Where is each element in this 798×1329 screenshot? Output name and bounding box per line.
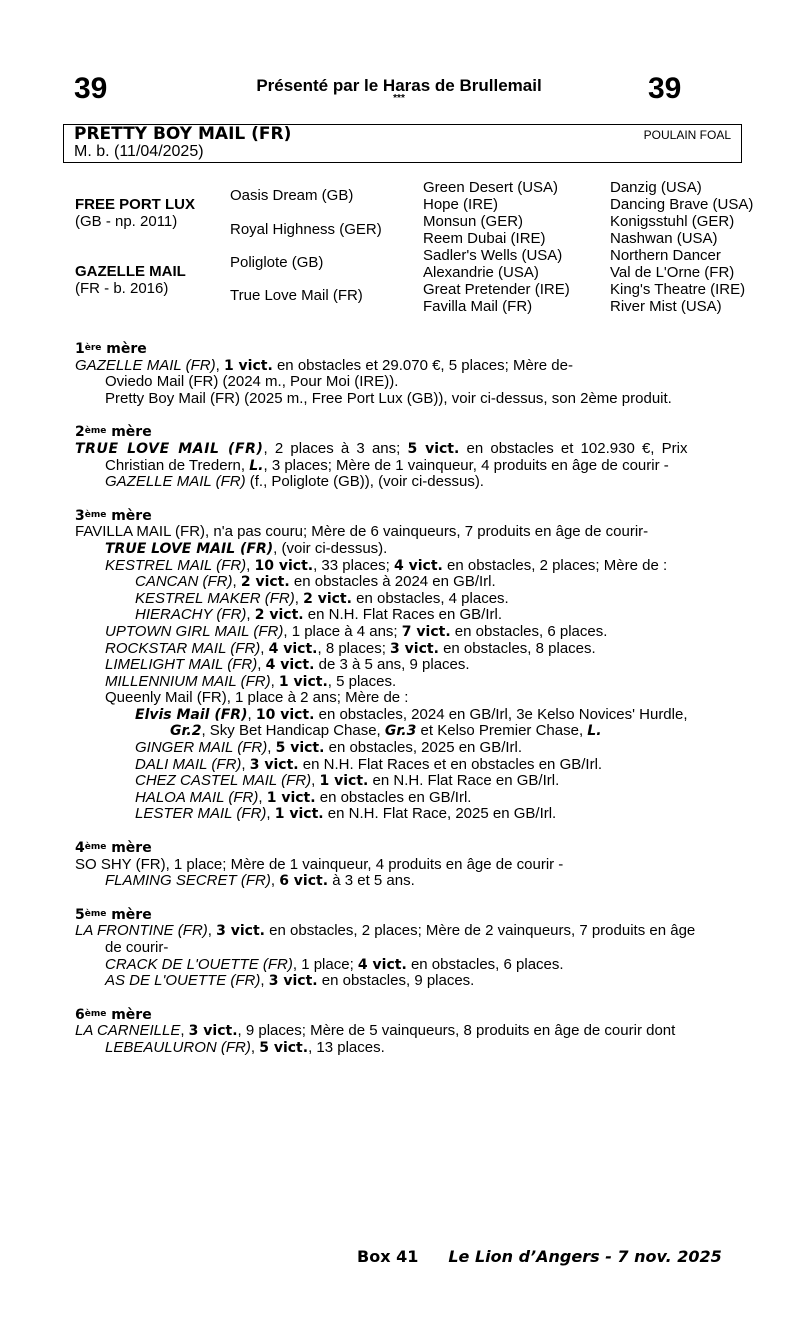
horse-ref: CHEZ CASTEL MAIL (FR) xyxy=(135,772,312,790)
horse-ref: LA FRONTINE (FR) xyxy=(75,922,208,940)
text: , Sky Bet Handicap Chase, xyxy=(201,722,385,740)
venue-date: Le Lion d’Angers - 7 nov. 2025 xyxy=(448,1247,722,1266)
pedigree-gen4-item: River Mist (USA) xyxy=(610,298,722,315)
text: , xyxy=(207,922,217,940)
section-num: 1 xyxy=(75,341,85,357)
lot-number-left: 39 xyxy=(74,72,108,105)
text-line xyxy=(75,624,735,641)
section-sup: ère xyxy=(84,343,102,353)
text: , xyxy=(257,656,266,674)
text-line xyxy=(75,674,735,691)
section-sup: ème xyxy=(84,842,107,853)
text: , (voir ci-dessus). xyxy=(273,539,388,557)
text-line xyxy=(75,1023,735,1040)
horse-ref-black-type: TRUE LOVE MAIL (FR) xyxy=(75,440,264,457)
wins: 2 vict. xyxy=(303,590,352,607)
horse-ref: CRACK DE L'OUETTE (FR) xyxy=(105,955,293,973)
wins: 10 vict. xyxy=(254,557,314,574)
horse-ref: HIERACHY (FR) xyxy=(135,606,247,624)
horse-category: POULAIN FOAL xyxy=(643,128,731,142)
pedigree-gen3-item: Reem Dubai (IRE) xyxy=(423,230,546,247)
section-sup: ème xyxy=(84,908,107,919)
pedigree-gen3-item: Green Desert (USA) xyxy=(423,179,559,196)
pedigree-gen3-item: Hope (IRE) xyxy=(423,196,499,213)
pedigree-dam xyxy=(75,263,186,297)
horse-ref-black-type: TRUE LOVE MAIL (FR) xyxy=(105,540,274,557)
text-line xyxy=(75,441,735,458)
horse-ref: FLAMING SECRET (FR) xyxy=(105,872,271,890)
text: , 1 place à 4 ans; xyxy=(283,622,402,640)
text-line: Queenly Mail (FR), 1 place à 2 ans; Mère de : xyxy=(105,689,409,707)
section-word: mère xyxy=(111,840,152,857)
section-sup: ème xyxy=(84,426,107,437)
text: et Kelso Premier Chase, xyxy=(416,722,588,740)
text-line: Oviedo Mail (FR) (2024 m., Pour Moi (IRE)). xyxy=(105,373,399,391)
wins: 1 vict. xyxy=(274,806,324,823)
text-line xyxy=(75,790,735,807)
horse-ref: DALI MAIL (FR) xyxy=(135,755,242,773)
wins: 5 vict. xyxy=(275,740,325,757)
text: , 2 places à 3 ans; xyxy=(263,439,408,457)
text: , xyxy=(258,788,267,806)
section-title xyxy=(75,906,735,924)
text: (f., Poliglote (GB)), (voir ci-dessus). xyxy=(245,473,484,491)
text-line xyxy=(75,358,735,375)
race-grade: Gr.2 xyxy=(170,723,202,740)
text: , xyxy=(311,772,320,790)
horse-ref: GINGER MAIL (FR) xyxy=(135,739,268,757)
text-line xyxy=(75,806,735,823)
wins: 3 vict. xyxy=(249,756,299,773)
horse-ref: GAZELLE MAIL (FR) xyxy=(75,356,216,374)
horse-subtitle: M. b. (11/04/2025) xyxy=(74,143,204,160)
text: Christian de Tredern, xyxy=(105,456,250,474)
wins: 4 vict. xyxy=(393,557,443,574)
text: , 1 place; xyxy=(292,955,358,973)
section-word: mère xyxy=(111,507,152,524)
text: en obstacles et 102.930 €, Prix xyxy=(459,439,688,457)
section-2nd-dam xyxy=(75,423,735,490)
pedigree-gen2-item: True Love Mail (FR) xyxy=(230,287,363,304)
text: , xyxy=(246,556,255,574)
pedigree-gen3-item: Alexandrie (USA) xyxy=(423,264,539,281)
text: , xyxy=(270,672,279,690)
dam-line-content xyxy=(75,340,735,1073)
section-word: mère xyxy=(106,341,147,357)
text-line xyxy=(75,957,735,974)
text-line xyxy=(75,1040,735,1057)
text-line xyxy=(75,541,735,558)
text: en obstacles en GB/Irl. xyxy=(315,788,472,806)
text-line xyxy=(75,973,735,990)
text: de 3 à 5 ans, 9 places. xyxy=(314,656,470,674)
dam-name: GAZELLE MAIL xyxy=(75,263,186,280)
wins: 7 vict. xyxy=(401,623,451,640)
text: en obstacles, 8 places. xyxy=(438,639,596,657)
horse-ref: UPTOWN GIRL MAIL (FR) xyxy=(105,622,284,640)
section-num: 2 xyxy=(75,424,85,441)
section-word: mère xyxy=(111,424,152,441)
pedigree-gen4-column xyxy=(610,179,753,315)
text-line xyxy=(75,873,735,890)
text: , xyxy=(180,1022,189,1040)
text: , xyxy=(215,356,224,374)
text: en N.H. Flat Races et en obstacles en GB/Irl. xyxy=(298,755,603,773)
section-num: 3 xyxy=(75,507,85,524)
text: , 33 places; xyxy=(313,556,394,574)
section-4th-dam xyxy=(75,839,735,890)
wins: 5 vict. xyxy=(407,440,460,457)
pedigree-gen2-item: Poliglote (GB) xyxy=(230,254,324,271)
pedigree-gen4-item: Val de L'Orne (FR) xyxy=(610,264,735,281)
wins: 2 vict. xyxy=(254,607,304,624)
section-title xyxy=(75,423,735,441)
section-6th-dam xyxy=(75,1006,735,1057)
horse-ref: LESTER MAIL (FR) xyxy=(135,805,267,823)
text: en obstacles, 4 places. xyxy=(351,589,509,607)
text-line xyxy=(75,707,735,724)
text-line xyxy=(75,740,735,757)
wins: 1 vict. xyxy=(266,789,316,806)
text-line xyxy=(75,591,735,608)
text-line xyxy=(75,558,735,575)
text-line xyxy=(75,574,735,591)
wins: 1 vict. xyxy=(223,357,273,374)
text: , xyxy=(247,705,256,723)
pedigree-gen3-item: Sadler's Wells (USA) xyxy=(423,247,563,264)
pedigree-gen3-item: Monsun (GER) xyxy=(423,213,524,230)
text-line: FAVILLA MAIL (FR), n'a pas couru; Mère de 6 vainqueurs, 7 produits en âge de courir- xyxy=(75,523,649,541)
section-sup: ème xyxy=(84,1008,107,1019)
text: en obstacles, 9 places. xyxy=(317,972,475,990)
section-num: 5 xyxy=(75,906,85,923)
horse-ref: KESTREL MAIL (FR) xyxy=(105,556,247,574)
stars-separator: *** xyxy=(393,93,405,104)
text-line xyxy=(75,607,735,624)
text: en obstacles, 6 places. xyxy=(406,955,564,973)
wins: 2 vict. xyxy=(240,574,290,591)
wins: 6 vict. xyxy=(279,873,329,890)
section-word: mère xyxy=(111,906,152,923)
pedigree-gen4-item: Nashwan (USA) xyxy=(610,230,718,247)
horse-ref: LIMELIGHT MAIL (FR) xyxy=(105,656,258,674)
text: , xyxy=(267,739,276,757)
text-line xyxy=(75,723,735,740)
text: , xyxy=(232,573,241,591)
horse-name: PRETTY BOY MAIL (FR) xyxy=(74,124,292,144)
text-line xyxy=(75,474,735,491)
text: en obstacles, 2025 en GB/Irl. xyxy=(324,739,523,757)
horse-ref: CANCAN (FR) xyxy=(135,573,233,591)
text: à 3 et 5 ans. xyxy=(328,872,415,890)
text: en obstacles, 2 places; Mère de : xyxy=(442,556,668,574)
box-number: Box 41 xyxy=(357,1247,419,1266)
text: , xyxy=(241,755,250,773)
pedigree-gen2-item: Oasis Dream (GB) xyxy=(230,187,354,204)
text: , xyxy=(294,589,304,607)
wins: 3 vict. xyxy=(188,1023,238,1040)
horse-ref: ROCKSTAR MAIL (FR) xyxy=(105,639,261,657)
wins: 1 vict. xyxy=(319,773,369,790)
pedigree-gen4-item: King's Theatre (IRE) xyxy=(610,281,746,298)
text: , xyxy=(250,1038,260,1056)
horse-ref: HALOA MAIL (FR) xyxy=(135,788,259,806)
pedigree-gen3-item: Favilla Mail (FR) xyxy=(423,298,533,315)
wins: 3 vict. xyxy=(268,973,318,990)
wins: 4 vict. xyxy=(268,640,318,657)
section-word: mère xyxy=(111,1006,152,1023)
text-line: de courir- xyxy=(105,939,169,956)
pedigree-gen2-item: Royal Highness (GER) xyxy=(230,221,382,238)
presenter-title: Présenté par le Haras de Brullemail xyxy=(256,76,542,95)
text-line xyxy=(75,923,735,940)
page-footer xyxy=(357,1247,722,1266)
text: , xyxy=(270,872,280,890)
horse-ref: KESTREL MAKER (FR) xyxy=(135,589,295,607)
section-title xyxy=(75,839,735,857)
text: , xyxy=(260,972,269,990)
horse-ref: MILLENNIUM MAIL (FR) xyxy=(105,672,271,690)
text-line: SO SHY (FR), 1 place; Mère de 1 vainqueur, 4 produits en âge de courir - xyxy=(75,855,564,873)
race-grade: L. xyxy=(587,723,602,740)
pedigree-gen3-column xyxy=(423,179,570,315)
pedigree-gen4-item: Northern Dancer xyxy=(610,247,721,264)
lot-number-right: 39 xyxy=(648,72,682,105)
wins: 10 vict. xyxy=(255,706,315,723)
section-title xyxy=(75,1006,735,1024)
section-3rd-dam xyxy=(75,507,735,823)
text: , 5 places. xyxy=(327,672,397,690)
text: en N.H. Flat Race, 2025 en GB/Irl. xyxy=(323,805,557,823)
wins: 5 vict. xyxy=(259,1039,309,1056)
pedigree-gen3-item: Great Pretender (IRE) xyxy=(423,281,570,298)
sire-name: FREE PORT LUX xyxy=(75,196,196,213)
text: en obstacles à 2024 en GB/Irl. xyxy=(289,573,496,591)
text-line xyxy=(75,458,735,475)
text: , xyxy=(266,805,275,823)
wins: 3 vict. xyxy=(390,640,439,657)
text: , xyxy=(246,606,255,624)
pedigree-sire xyxy=(75,196,195,230)
horse-title-box xyxy=(63,124,742,163)
section-title xyxy=(75,340,735,358)
text: , xyxy=(260,639,269,657)
text: , 13 places. xyxy=(308,1038,385,1056)
section-sup: ème xyxy=(84,509,107,520)
wins: 4 vict. xyxy=(357,956,407,973)
wins: 4 vict. xyxy=(265,657,315,674)
text: en N.H. Flat Race en GB/Irl. xyxy=(368,772,560,790)
horse-ref-black-type: Elvis Mail (FR) xyxy=(135,706,248,723)
section-5th-dam xyxy=(75,906,735,990)
horse-ref: LA CARNEILLE xyxy=(75,1022,181,1040)
section-title xyxy=(75,507,735,525)
wins: 1 vict. xyxy=(278,673,328,690)
section-num: 6 xyxy=(75,1006,85,1023)
sire-detail: (GB - np. 2011) xyxy=(75,213,178,230)
dam-detail: (FR - b. 2016) xyxy=(75,280,169,297)
text: en obstacles, 2 places; Mère de 2 vainqueurs, 7 produits en âge xyxy=(264,922,696,940)
text: en N.H. Flat Races en GB/Irl. xyxy=(303,606,503,624)
text: en obstacles, 6 places. xyxy=(450,622,608,640)
horse-ref: GAZELLE MAIL (FR) xyxy=(105,473,246,491)
text-line xyxy=(75,773,735,790)
horse-ref: LEBEAULURON (FR) xyxy=(105,1038,251,1056)
pedigree-gen4-item: Dancing Brave (USA) xyxy=(610,196,754,213)
section-1st-dam xyxy=(75,340,735,407)
text: , 3 places; Mère de 1 vainqueur, 4 produits en âge de courir - xyxy=(263,456,669,474)
wins: 3 vict. xyxy=(216,923,265,940)
text: , 9 places; Mère de 5 vainqueurs, 8 produits en âge de courir dont xyxy=(237,1022,676,1040)
race-grade: L. xyxy=(249,457,264,474)
pedigree-gen4-item: Konigsstuhl (GER) xyxy=(610,213,735,230)
race-grade: Gr.3 xyxy=(384,723,417,740)
horse-ref: AS DE L'OUETTE (FR) xyxy=(105,972,261,990)
text: en obstacles, 2024 en GB/Irl, 3e Kelso Novices' Hurdle, xyxy=(314,705,688,723)
text: , 8 places; xyxy=(317,639,391,657)
section-num: 4 xyxy=(75,840,85,857)
pedigree-gen4-item: Danzig (USA) xyxy=(610,179,702,196)
text-line: Pretty Boy Mail (FR) (2025 m., Free Port Lux (GB)), voir ci-dessus, son 2ème produit. xyxy=(105,389,672,407)
text-line xyxy=(75,641,735,658)
text: en obstacles et 29.070 €, 5 places; Mère de- xyxy=(272,356,573,374)
text-line xyxy=(75,757,735,774)
text-line xyxy=(75,657,735,674)
